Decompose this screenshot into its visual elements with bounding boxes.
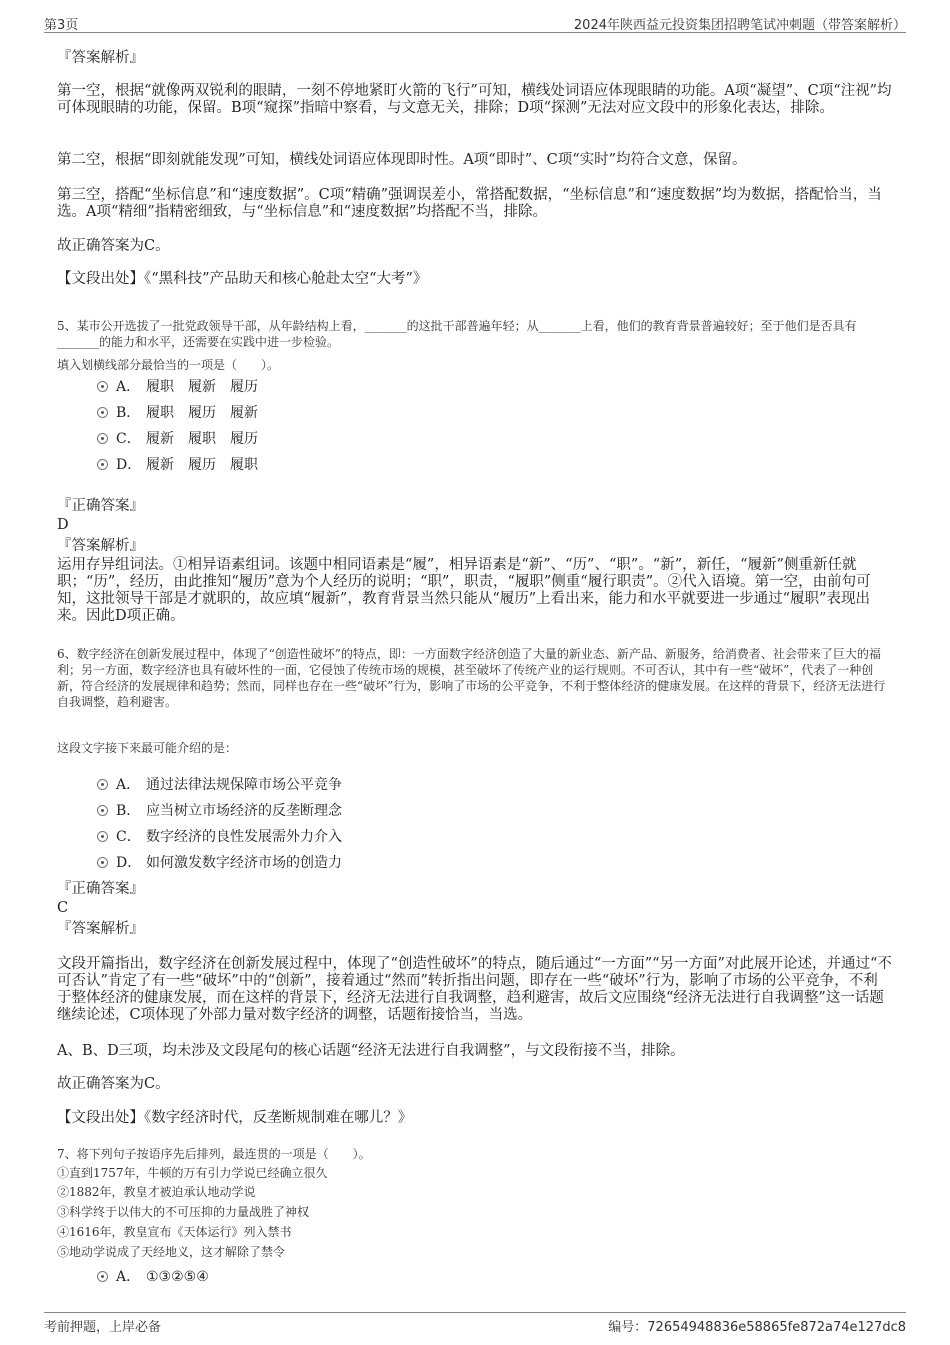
radio-icon[interactable] — [97, 857, 108, 868]
footer-slogan: 考前押题，上岸必备 — [44, 1320, 162, 1335]
document-id: 编号：72654948836e58865fe872a74e127dc8 — [608, 1320, 906, 1335]
q4-analysis-para-1: 第一空，根据“就像两双锐利的眼睛，一刻不停地紧盯火箭的飞行”可知，横线处词语应体现眼睛的功能。A项“凝望”、C项“注视”均可体现眼睛的功能，保留。B项“窥探”指暗中察看，与文意无关，排除；D项“探测”无法对应文段中的形象化表达，排除。 — [57, 83, 892, 116]
q6-analysis-para-1: 文段开篇指出，数字经济在创新发展过程中，体现了“创造性破坏”的特点，随后通过“一方面”“另一方面”对此展开论述，并通过“不可否认”肯定了有一些“破坏”中的“创新”，接着通过“然而”转折指出问题，即存在一些“破坏”行为，影响了市场的公平竞争，不利于整体经济的健康发展，而在这样的背景下，经济无法进行自我调整，趋利避害，故后文应围绕“经济无法进行自我调整”这一话题继续论述，C项体现了外部力量对数字经济的调整，话题衔接恰当，当选。 — [57, 956, 892, 1023]
radio-icon[interactable] — [97, 407, 108, 418]
q5-option-b[interactable]: B． 履职 履历 履新 — [97, 404, 258, 422]
q7-stem: 7、将下列句子按语序先后排列，最连贯的一项是（ ）。 — [57, 1147, 371, 1161]
q5-option-d[interactable]: D． 履新 履历 履职 — [97, 456, 258, 474]
radio-icon[interactable] — [97, 779, 108, 790]
q6-answer: C — [57, 900, 69, 916]
page-number: 第3页 — [44, 18, 79, 33]
radio-icon[interactable] — [97, 433, 108, 444]
radio-icon[interactable] — [97, 1271, 108, 1282]
page-footer — [44, 1312, 906, 1335]
q7-item-2: ②1882年，教皇才被迫承认地动学说 — [57, 1185, 256, 1199]
q6-option-c[interactable]: C． 数字经济的良性发展需外力介入 — [97, 828, 342, 846]
radio-icon[interactable] — [97, 381, 108, 392]
q5-stem: 5、某市公开选拔了一批党政领导干部，从年龄结构上看，_______的这批干部普遍年轻；从_______上看，他们的教育背景普遍较好；至于他们是否具有_______的能力和水平，还需要在实践中进一步检验。 — [57, 319, 857, 349]
q7-item-4: ④1616年，教皇宣布《天体运行》列入禁书 — [57, 1225, 292, 1239]
q4-analysis-para-2: 第二空，根据“即刻就能发现”可知，横线处词语应体现即时性。A项“即时”、C项“实时”均符合文意，保留。 — [57, 152, 747, 168]
q7-item-5: ⑤地动学说成了天经地义，这才解除了禁令 — [57, 1245, 286, 1259]
radio-icon[interactable] — [97, 805, 108, 816]
document-title: 2024年陕西益元投资集团招聘笔试冲刺题（带答案解析） — [573, 18, 906, 33]
q7-item-1: ①直到1757年，牛顿的万有引力学说已经确立很久 — [57, 1166, 328, 1180]
radio-icon[interactable] — [97, 459, 108, 470]
q6-conclusion: 故正确答案为C。 — [57, 1076, 170, 1092]
q4-source: 【文段出处】《“黑科技”产品助天和核心舱赴太空“大考”》 — [57, 271, 428, 287]
q6-option-d[interactable]: D． 如何激发数字经济市场的创造力 — [97, 854, 342, 872]
page-header — [44, 12, 906, 33]
q5-option-c[interactable]: C． 履新 履职 履历 — [97, 430, 258, 448]
q7-option-a[interactable]: A． ①③②⑤④ — [97, 1268, 209, 1286]
q5-prompt: 填入划横线部分最恰当的一项是（ ）。 — [57, 358, 280, 372]
q6-option-b[interactable]: B． 应当树立市场经济的反垄断理念 — [97, 802, 342, 820]
q6-answer-label: 『正确答案』 — [57, 881, 144, 897]
q4-conclusion: 故正确答案为C。 — [57, 238, 170, 254]
q6-analysis-para-2: A、B、D三项，均未涉及文段尾句的核心话题“经济无法进行自我调整”，与文段衔接不当，排除。 — [57, 1043, 685, 1059]
q6-stem: 6、数字经济在创新发展过程中，体现了“创造性破坏”的特点，即：一方面数字经济创造了大量的新业态、新产品、新服务，给消费者、社会带来了巨大的福利；另一方面，数字经济也具有破坏性的一面，它侵蚀了传统市场的规模，甚至破坏了传统产业的运行规则。不可否认，其中有一些“破坏”，代表了一种创新，符合经济的发展规律和趋势；然而，同样也存在一些“破坏”行为，影响了市场的公平竞争，不利于整体经济的健康发展。在这样的背景下，经济无法进行自我调整，趋利避害。 — [57, 647, 886, 709]
radio-icon[interactable] — [97, 831, 108, 842]
q5-analysis: 运用存异组词法。①相异语素组词。该题中相同语素是“履”，相异语素是“新”、“历”、“职”。“新”，新任，“履新”侧重新任就职；“历”，经历，由此推知“履历”意为个人经历的说明；“职”，职责，“履职”侧重“履行职责”。②代入语境。第一空，由前句可知，这批领导干部是才就职的，故应填“履新”，教育背景当然只能从“履历”上看出来，能力和水平就要进一步通过“履职”表现出来。因此D项正确。 — [57, 557, 871, 624]
q4-analysis-label: 『答案解析』 — [57, 50, 144, 66]
q4-analysis-para-3: 第三空，搭配“坐标信息”和“速度数据”。C项“精确”强调误差小，常搭配数据，“坐标信息”和“速度数据”均为数据，搭配恰当，当选。A项“精细”指精密细致，与“坐标信息”和“速度数据”均搭配不当，排除。 — [57, 187, 882, 220]
q6-analysis-label: 『答案解析』 — [57, 921, 144, 937]
q5-option-a[interactable]: A． 履职 履新 履历 — [97, 378, 258, 396]
q5-answer: D — [57, 517, 69, 533]
q7-item-3: ③科学终于以伟大的不可压抑的力量战胜了神权 — [57, 1205, 310, 1219]
q6-source: 【文段出处】《数字经济时代，反垄断规制难在哪儿？》 — [57, 1110, 413, 1126]
q5-analysis-label: 『答案解析』 — [57, 538, 144, 554]
q6-option-a[interactable]: A． 通过法律法规保障市场公平竞争 — [97, 776, 342, 794]
q5-answer-label: 『正确答案』 — [57, 498, 144, 514]
q6-prompt: 这段文字接下来最可能介绍的是： — [57, 741, 238, 755]
